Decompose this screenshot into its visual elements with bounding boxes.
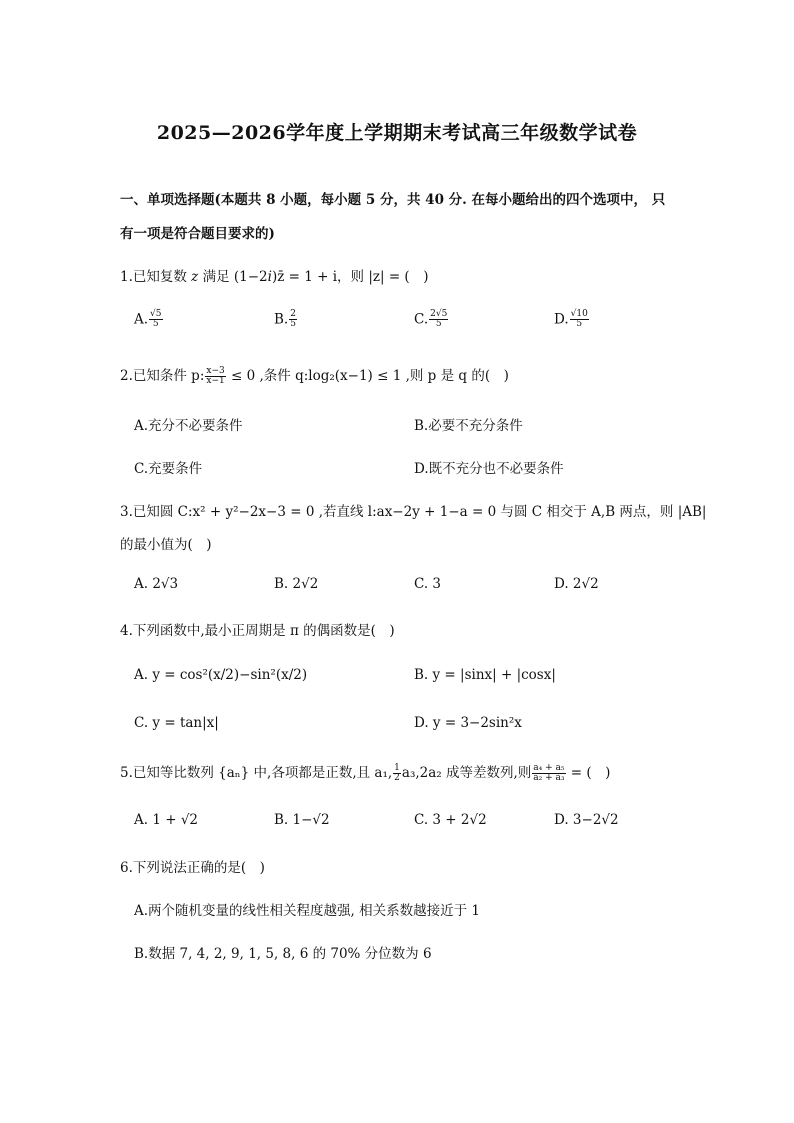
q2-stem-post: ≤ 0 ,条件 q:log₂(x−1) ≤ 1 ,则 p 是 q 的( ) (226, 368, 509, 384)
q5-half-fraction (393, 764, 401, 784)
q1-option-c[interactable] (414, 310, 449, 330)
q5-ratio-den: a₂ + a₃ (533, 773, 565, 783)
q1-a-num: √5 (150, 309, 162, 319)
q1-d-den: 5 (576, 319, 583, 330)
q5-option-d[interactable]: D. 3−2√2 (554, 812, 619, 828)
q1-option-b-label: B. (274, 311, 289, 328)
question-1-stem (120, 265, 428, 285)
q2-option-a[interactable]: A.充分不必要条件 (134, 418, 243, 434)
q5-option-c[interactable]: C. 3 + 2√2 (414, 812, 487, 828)
q1-d-num: √10 (570, 309, 588, 319)
section-header-line-1: 一、单项选择题(本题共 8 小题，每小题 5 分，共 40 分. 在每小题给出的四个选项中， 只 (120, 192, 666, 208)
q4-option-c[interactable]: C. y = tan|x| (134, 715, 219, 731)
q1-stem-post: )z̄ = 1 + i，则 |z| = ( ) (271, 269, 429, 285)
section-header-line-2: 有一项是符合题目要求的) (120, 226, 275, 242)
q1-option-d-fraction (570, 310, 589, 330)
q1-option-d-label: D. (554, 311, 569, 328)
question-3-stem-line-1: 3.已知圆 C:x² + y²−2x−3 = 0 ,若直线 l:ax−2y + 1−a = 0 与圆 C 相交于 A,B 两点，则 |AB| (120, 504, 707, 520)
q2-option-b[interactable]: B.必要不充分条件 (414, 418, 523, 434)
q3-option-b[interactable]: B. 2√2 (274, 576, 319, 592)
q1-option-c-label: C. (414, 311, 429, 328)
q2-stem-pre: 2.已知条件 p: (120, 368, 205, 384)
q5-stem-pre: 5.已知等比数列 {aₙ} 中,各项都是正数,且 a₁, (120, 765, 393, 781)
q1-c-den: 5 (435, 319, 442, 330)
q2-frac-den: x−1 (206, 376, 225, 386)
q1-stem-i: i (267, 269, 272, 285)
q5-half-num: 1 (394, 762, 400, 773)
q3-option-d[interactable]: D. 2√2 (554, 576, 599, 592)
q4-option-a[interactable]: A. y = cos²(x/2)−sin²(x/2) (134, 667, 308, 683)
q1-option-c-fraction (429, 310, 448, 330)
q1-a-den: 5 (152, 319, 159, 330)
page-title: 2025—2026学年度上学期期末考试高三年级数学试卷 (156, 122, 638, 144)
q6-option-a[interactable]: A.两个随机变量的线性相关程度越强, 相关系数越接近于 1 (134, 903, 481, 919)
question-3-stem-line-2: 的最小值为( ) (120, 537, 212, 553)
q1-b-num: 2 (290, 309, 296, 319)
question-6-stem: 6.下列说法正确的是( ) (120, 860, 265, 876)
q1-stem-pre: 1.已知复数 (120, 269, 192, 285)
q1-stem-mid: 满足 (1−2 (198, 269, 268, 285)
question-2-stem (120, 364, 509, 386)
q2-option-c[interactable]: C.充要条件 (134, 461, 203, 477)
q1-stem-var: z (191, 269, 199, 285)
q3-option-a[interactable]: A. 2√3 (134, 576, 179, 592)
q1-c-num: 2√5 (430, 309, 448, 319)
q5-option-b[interactable]: B. 1−√2 (274, 812, 330, 828)
q1-option-b[interactable] (274, 310, 298, 330)
q1-option-a-fraction (149, 310, 162, 330)
question-4-stem: 4.下列函数中,最小正周期是 π 的偶函数是( ) (120, 623, 395, 639)
q2-frac-num: x−3 (206, 365, 225, 376)
q2-condition-fraction (205, 367, 225, 387)
question-5-stem (120, 761, 610, 783)
q5-ratio-fraction (532, 764, 565, 784)
q2-option-d[interactable]: D.既不充分也不必要条件 (414, 461, 564, 477)
q1-option-a[interactable] (134, 310, 164, 330)
q5-ratio-num: a₄ + a₅ (533, 762, 565, 773)
q1-option-d[interactable] (554, 310, 590, 330)
q5-option-a[interactable]: A. 1 + √2 (134, 812, 199, 828)
q1-b-den: 5 (290, 319, 296, 330)
q5-half-den: 2 (394, 773, 400, 783)
q4-option-d[interactable]: D. y = 3−2sin²x (414, 715, 522, 731)
q6-option-b[interactable]: B.数据 7, 4, 2, 9, 1, 5, 8, 6 的 70% 分位数为 6 (134, 946, 432, 962)
q1-option-b-fraction (289, 310, 297, 330)
q1-option-a-label: A. (134, 311, 149, 328)
q3-option-c[interactable]: C. 3 (414, 576, 442, 592)
q5-stem-mid: a₃,2a₂ 成等差数列,则 (401, 765, 532, 781)
q4-option-b[interactable]: B. y = |sinx| + |cosx| (414, 667, 556, 683)
q5-stem-post: = ( ) (566, 765, 611, 781)
